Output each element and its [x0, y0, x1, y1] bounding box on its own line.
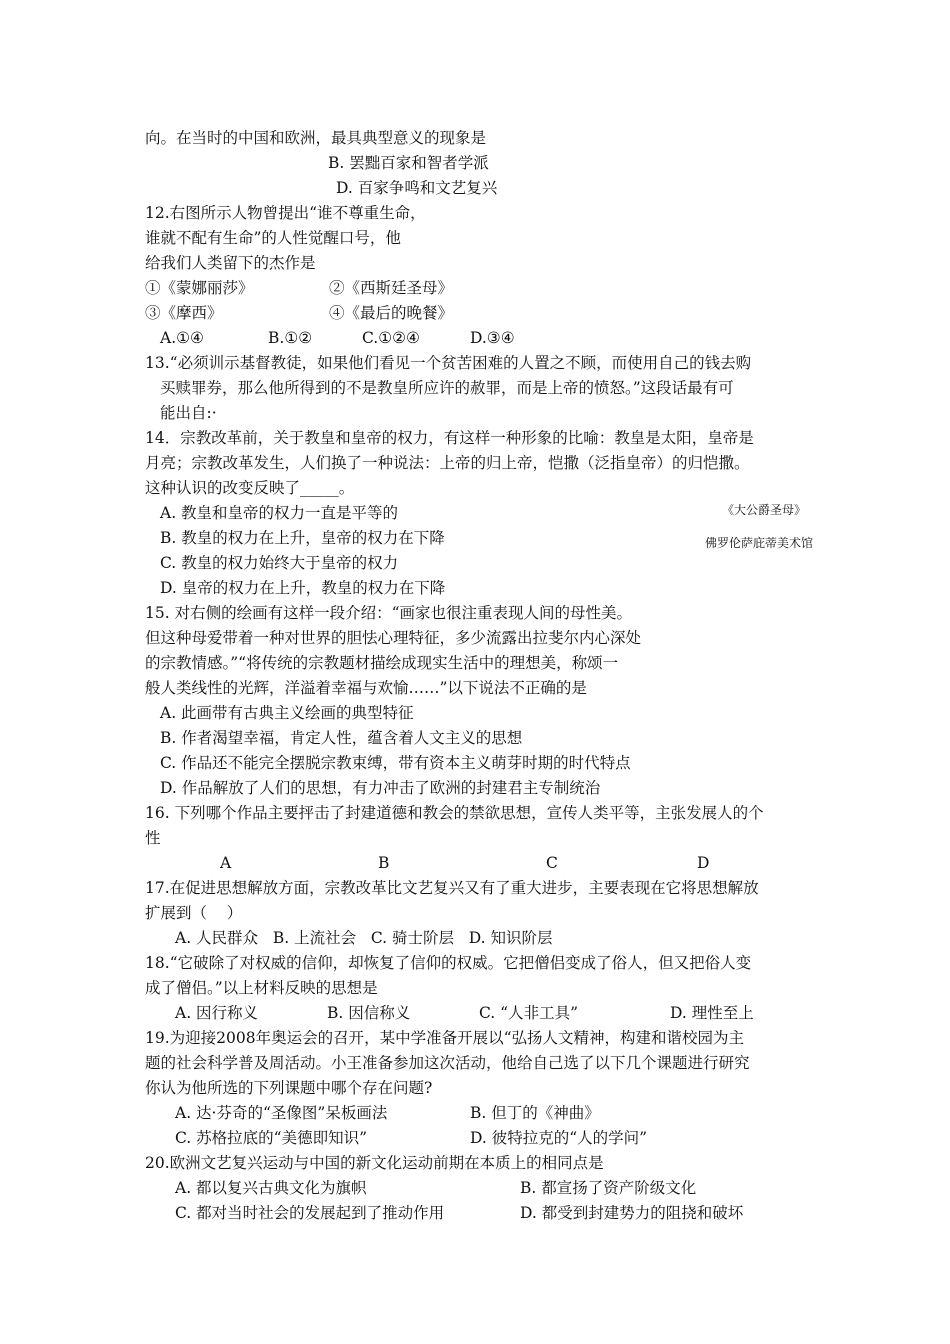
q13-stem-line3: 能出自:· — [160, 404, 217, 422]
q14-stem-line1: 14．宗教改革前，关于教皇和皇帝的权力，有这样一种形象的比喻：教皇是太阳，皇帝是 — [145, 429, 754, 447]
q15-stem-line1: 15. 对右侧的绘画有这样一段介绍：“画家也很注重表现人间的母性美。 — [145, 604, 633, 622]
q15-option-c: C. 作品还不能完全摆脱宗教束缚，带有资本主义萌芽时期的时代特点 — [160, 754, 631, 772]
q20-stem-line1: 20.欧洲文艺复兴运动与中国的新文化运动前期在本质上的相同点是 — [145, 1154, 604, 1172]
q20-option-b: B. 都宣扬了资产阶级文化 — [520, 1179, 697, 1197]
q16-option-a: A — [220, 854, 232, 872]
q12-option-d: D.③④ — [470, 329, 515, 347]
q12-option-b: B.①② — [268, 329, 313, 347]
q16-option-b: B — [378, 854, 390, 872]
q18-stem-line1: 18.“它破除了对权威的信仰，却恢复了信仰的权威。它把僧侣变成了俗人，但又把俗人变 — [145, 954, 752, 972]
q16-stem-line1: 16. 下列哪个作品主要抨击了封建道德和教会的禁欲思想，宣传人类平等，主张发展人的个 — [145, 804, 764, 822]
q15-option-a: A. 此画带有古典主义绘画的典型特征 — [160, 704, 414, 722]
q12-item-3: ③《摩西》 — [145, 304, 223, 322]
q19-stem-line1: 19.为迎接2008年奥运会的召开，某中学准备开展以“弘扬人文精神，构建和谐校园为主 — [145, 1029, 745, 1047]
q11-option-b: B. 罢黜百家和智者学派 — [328, 154, 489, 172]
q13-stem-line2: 买赎罪券，那么他所得到的不是教皇所应许的赦罪，而是上帝的愤怒。”这段话最有可 — [160, 379, 734, 397]
q12-option-c: C.①②④ — [362, 329, 420, 347]
q15-stem-line2: 但这种母爱带着一种对世界的胆怯心理特征，多少流露出拉斐尔内心深处 — [145, 629, 642, 647]
q19-option-a: A. 达·芬奇的“圣像图”呆板画法 — [175, 1104, 388, 1122]
q19-option-d: D. 彼特拉克的“人的学问” — [470, 1129, 648, 1147]
q14-stem-line2: 月亮；宗教改革发生，人们换了一种说法：上帝的归上帝，恺撒（泛指皇帝）的归恺撒。 — [145, 454, 750, 472]
q19-stem-line3: 你认为他所选的下列课题中哪个存在问题? — [145, 1079, 433, 1097]
q20-option-c: C. 都对当时社会的发展起到了推动作用 — [175, 1204, 445, 1222]
q19-stem-line2: 题的社会科学普及周活动。小王准备参加这次活动，他给自己选了以下几个课题进行研究 — [145, 1054, 750, 1072]
q14-option-a: A. 教皇和皇帝的权力一直是平等的 — [160, 504, 399, 522]
q18-stem-line2: 成了僧侣。”以上材料反映的思想是 — [145, 979, 378, 997]
q18-option-a: A. 因行称义 — [175, 1004, 259, 1022]
q15-option-b: B. 作者渴望幸福，肯定人性，蕴含着人文主义的思想 — [160, 729, 523, 747]
q20-option-a: A. 都以复兴古典文化为旗帜 — [175, 1179, 367, 1197]
q18-option-b: B. 因信称义 — [327, 1004, 411, 1022]
q16-stem-line2: 性 — [145, 829, 161, 847]
q14-option-c: C. 教皇的权力始终大于皇帝的权力 — [160, 554, 399, 572]
q17-stem-line2: 扩展到（ ） — [145, 904, 243, 922]
q12-item-1: ①《蒙娜丽莎》 — [145, 279, 254, 297]
q12-stem-line1: 12.右图所示人物曾提出“谁不尊重生命， — [145, 204, 426, 222]
q16-option-c: C — [546, 854, 558, 872]
q19-option-c: C. 苏格拉底的“美德即知识” — [175, 1129, 368, 1147]
q14-option-d: D. 皇帝的权力在上升，教皇的权力在下降 — [160, 579, 446, 597]
q17-stem-line1: 17.在促进思想解放方面，宗教改革比文艺复兴又有了重大进步，主要表现在它将思想解放 — [145, 879, 759, 897]
q13-stem-line1: 13.“必须训示基督教徒，如果他们看见一个贫苦困难的人置之不顾，而使用自己的钱去购 — [145, 354, 752, 372]
q18-option-c: C. “人非工具” — [479, 1004, 579, 1022]
q12-stem-line2: 谁就不配有生命”的人性觉醒口号，他 — [145, 229, 401, 247]
q11-option-d: D. 百家争鸣和文艺复兴 — [336, 179, 498, 197]
q17-options: A. 人民群众 B. 上流社会 C. 骑士阶层 D. 知识阶层 — [175, 929, 553, 947]
q12-item-4: ④《最后的晚餐》 — [329, 304, 454, 322]
painting-caption-title: 《大公爵圣母》 — [722, 503, 807, 517]
q15-stem-line4: 般人类线性的光辉，洋溢着幸福与欢愉……”以下说法不正确的是 — [145, 679, 587, 697]
q20-option-d: D. 都受到封建势力的阻挠和破坏 — [520, 1204, 744, 1222]
q11-stem-tail: 向。在当时的中国和欧洲，最具典型意义的现象是 — [145, 129, 487, 147]
q19-option-b: B. 但丁的《神曲》 — [470, 1104, 600, 1122]
q15-option-d: D. 作品解放了人们的思想，有力冲击了欧洲的封建君主专制统治 — [160, 779, 601, 797]
q16-option-d: D — [697, 854, 710, 872]
q12-stem-line3: 给我们人类留下的杰作是 — [145, 254, 316, 272]
q12-item-2: ②《西斯廷圣母》 — [329, 279, 454, 297]
q18-option-d: D. 理性至上 — [670, 1004, 754, 1022]
q15-stem-line3: 的宗教情感。”“将传统的宗教题材描绘成现实生活中的理想美，称颂一 — [145, 654, 619, 672]
q12-option-a: A.①④ — [160, 329, 204, 347]
q14-stem-line3: 这种认识的改变反映了_____。 — [145, 479, 355, 497]
q14-option-b: B. 教皇的权力在上升，皇帝的权力在下降 — [160, 529, 445, 547]
painting-caption-museum: 佛罗伦萨庇蒂美术馆 — [705, 536, 814, 550]
